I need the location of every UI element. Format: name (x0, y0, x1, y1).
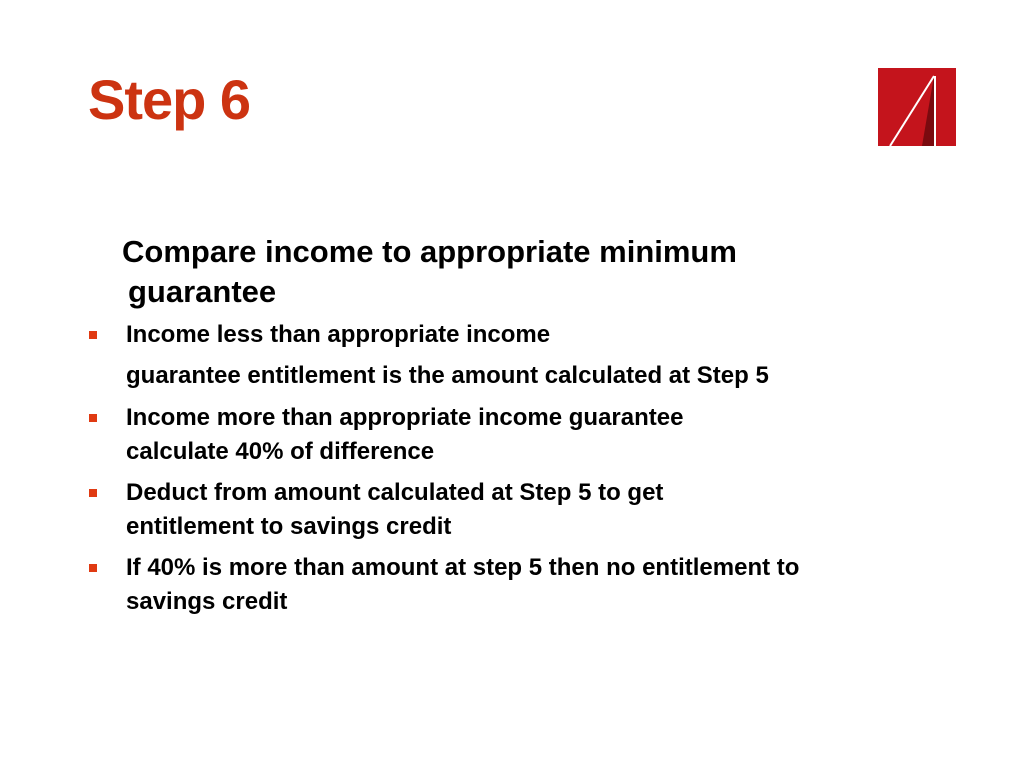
list-item (0, 476, 1024, 544)
bullet-text-line-2: entitlement to savings credit (126, 513, 452, 540)
bullet-text-line-1: Income more than appropriate income guarantee (126, 404, 684, 431)
bullet-text-line-1: If 40% is more than amount at step 5 then no entitlement to (126, 554, 800, 581)
bullet-square-icon (89, 331, 97, 339)
bullet-text-line-1: Deduct from amount calculated at Step 5 to get (126, 479, 664, 506)
bullet-text-line-2: savings credit (126, 588, 288, 615)
lead-text (122, 232, 882, 312)
bullet-square-icon (89, 564, 97, 572)
bullet-list (0, 318, 1024, 626)
bullet-text-line-2: calculate 40% of difference (126, 438, 435, 465)
lead-line-1: Compare income to appropriate minimum (122, 234, 737, 269)
bullet-text: Income less than appropriate income (126, 321, 551, 348)
lead-line-2: guarantee (128, 274, 277, 309)
list-item (0, 401, 1024, 469)
bullet-square-icon (89, 414, 97, 422)
continuation-text (0, 359, 1024, 393)
list-item (0, 318, 1024, 352)
list-item (0, 551, 1024, 619)
continuation-line: guarantee entitlement is the amount calculated at Step 5 (126, 362, 769, 389)
bullet-square-icon (89, 489, 97, 497)
slide-title: Step 6 (88, 68, 251, 131)
